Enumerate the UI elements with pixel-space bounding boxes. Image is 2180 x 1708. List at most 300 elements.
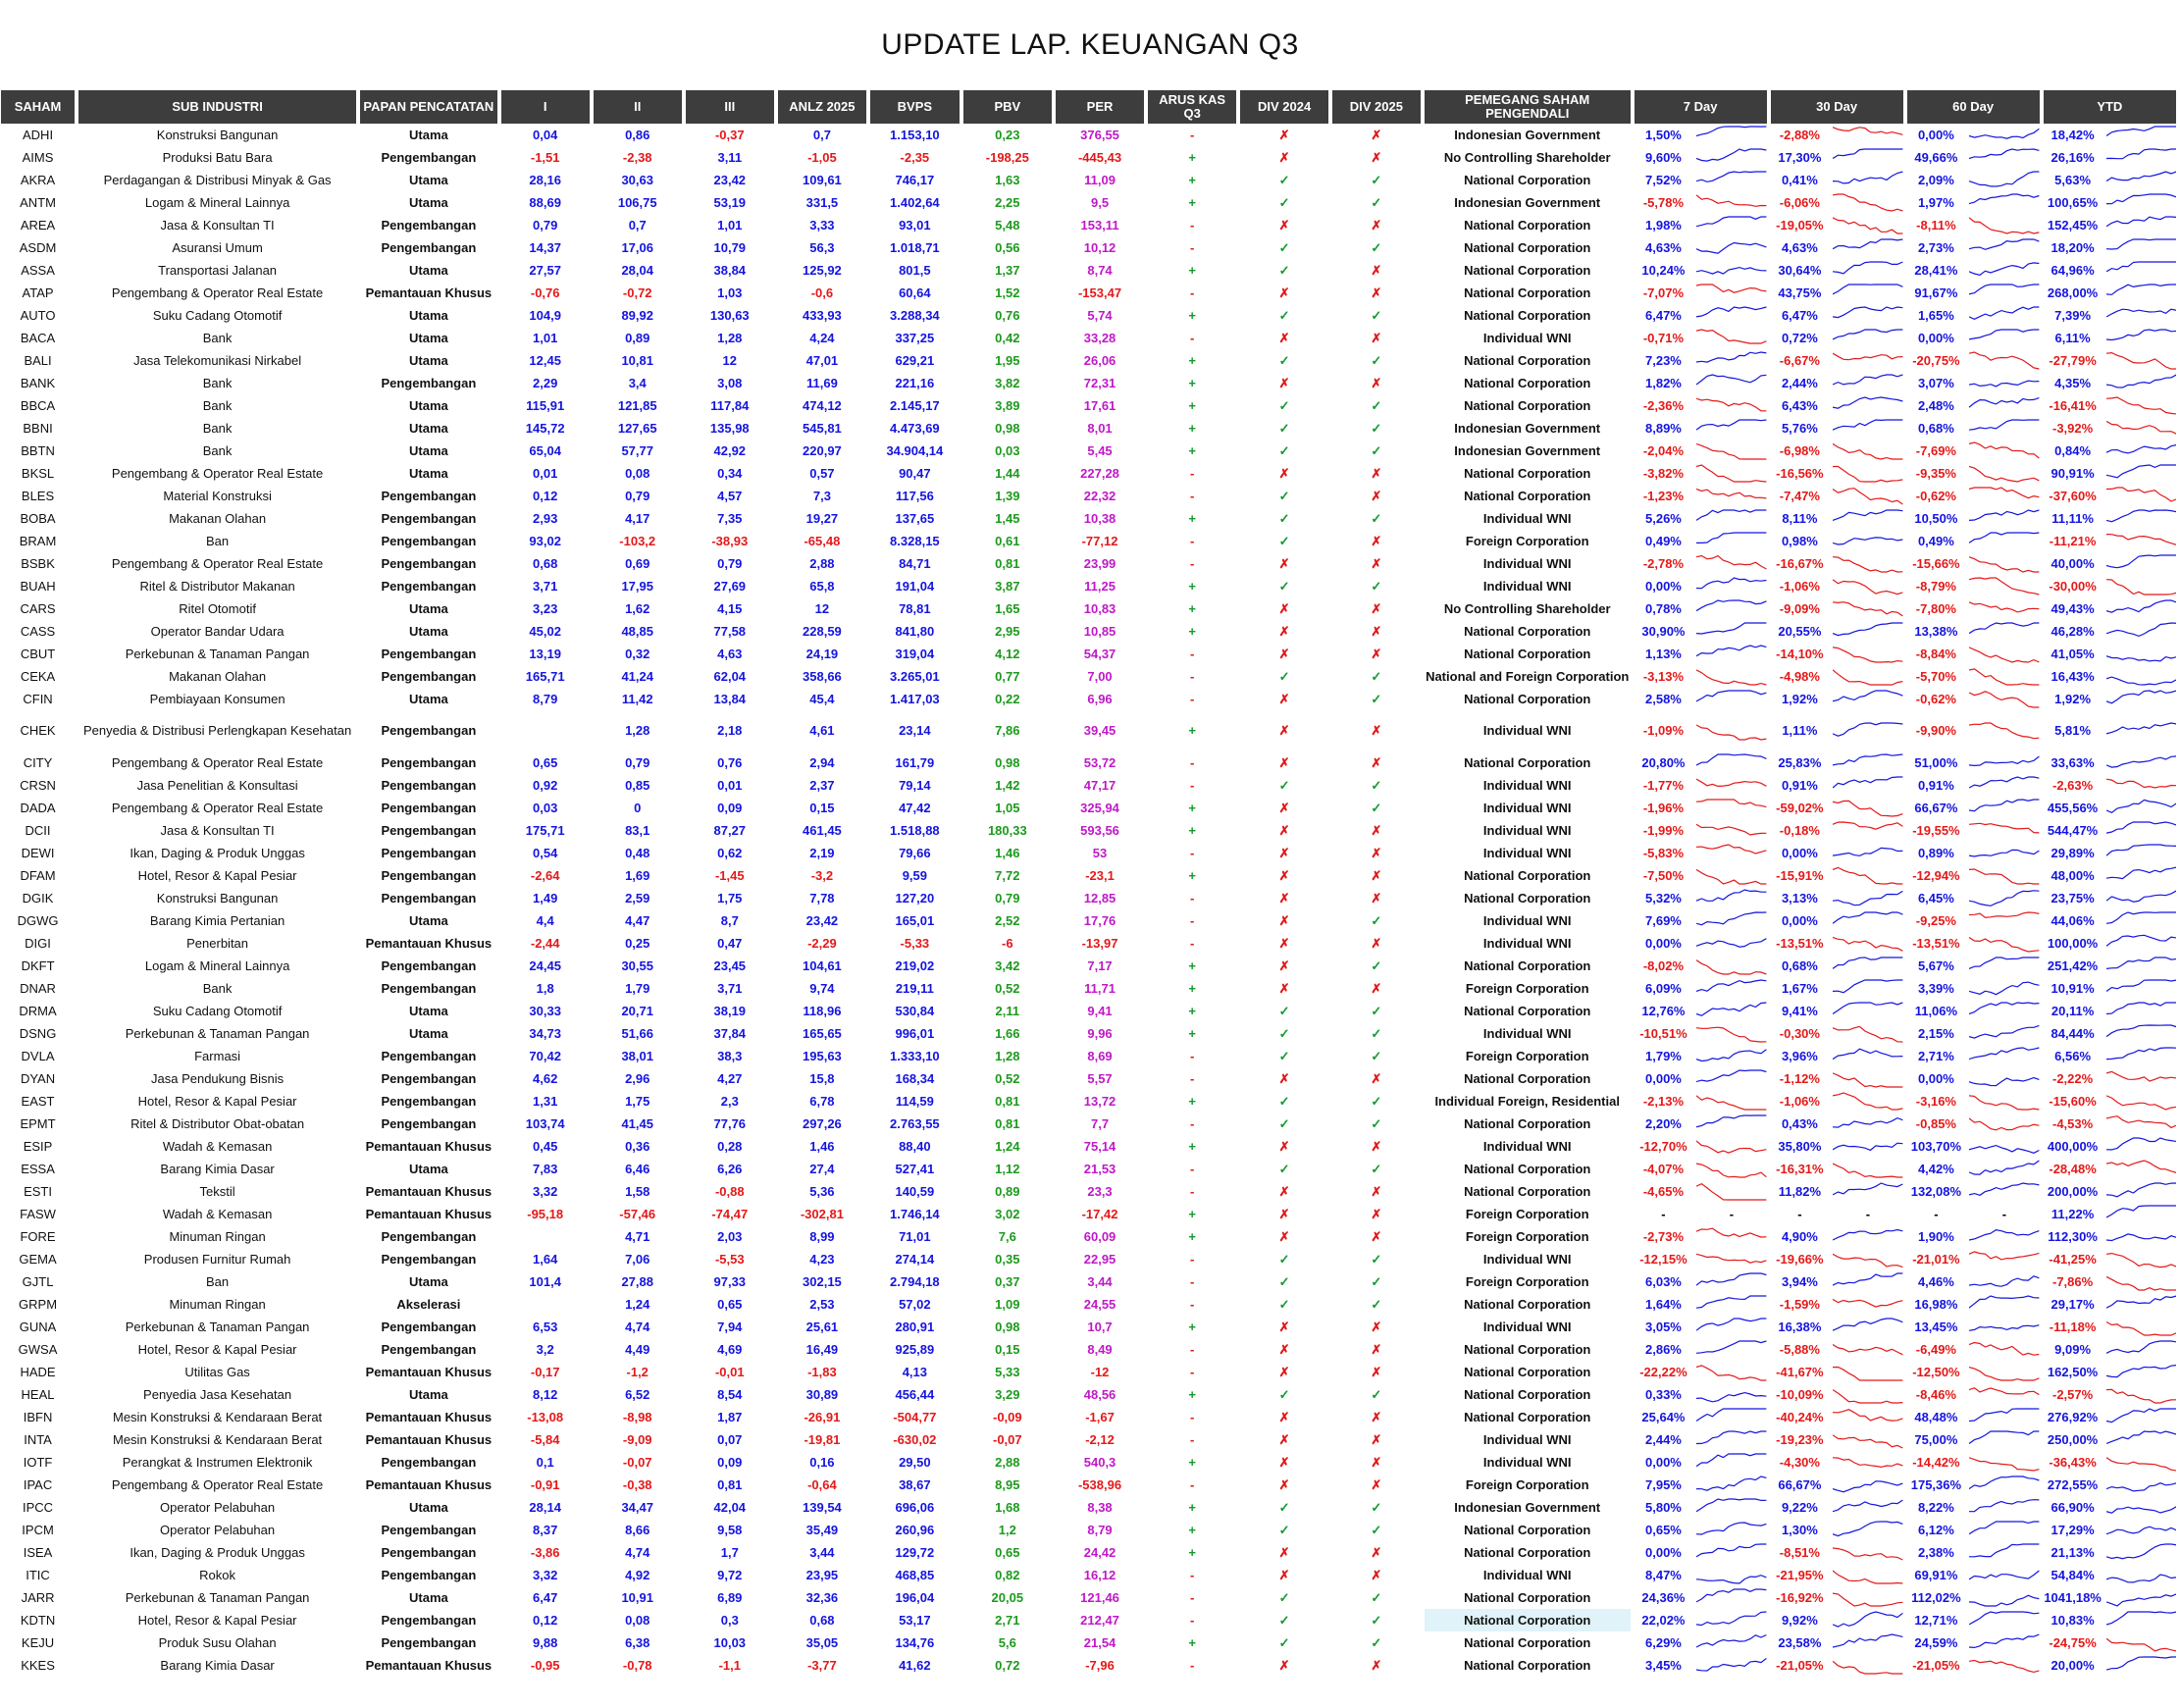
cell-30day-change: -59,02%: [1776, 801, 1824, 815]
sparkline-ytd-graph: [2106, 1565, 2176, 1585]
cell-q3: -0,88: [714, 1184, 745, 1199]
sparkline-ytd: [2106, 282, 2176, 304]
cell-anlz: 23,95: [805, 1568, 839, 1582]
cell-ytd-change: 112,30%: [2048, 1229, 2098, 1244]
sparkline-7day-graph: [1696, 1362, 1766, 1382]
cell-saham: BBCA: [20, 398, 56, 413]
cell-arus-kas: -: [1189, 1365, 1195, 1379]
cell-q1: 6,53: [533, 1320, 558, 1334]
cell-60day-change: 8,22%: [1917, 1500, 1954, 1515]
cell-div-2024: ✗: [1278, 691, 1290, 706]
cell-30day-change: 0,98%: [1781, 534, 1818, 548]
table-row: [1, 575, 2176, 597]
cell-q2: 0,7: [628, 218, 647, 233]
cell-q2: 2,96: [625, 1071, 650, 1086]
cell-30day-change: -15,91%: [1776, 868, 1824, 883]
sparkline-ytd-graph: [2106, 395, 2176, 416]
cell-arus-kas: +: [1188, 398, 1196, 413]
cell-per: -23,1: [1085, 868, 1115, 883]
sparkline-30day: [1833, 1451, 1902, 1474]
cell-papan: Pengembangan: [381, 1342, 477, 1357]
sparkline-7day-graph: [1696, 125, 1766, 145]
sparkline-60day-graph: [1969, 125, 2039, 145]
cell-div-2025: ✓: [1371, 668, 1382, 684]
cell-anlz: 30,89: [805, 1387, 839, 1402]
sparkline-30day: [1833, 1000, 1902, 1022]
cell-pbv: 1,2: [998, 1523, 1016, 1537]
cell-papan: Pemantauan Khusus: [365, 1477, 493, 1492]
cell-7day-change: -5,78%: [1642, 195, 1685, 210]
cell-q1: 30,33: [529, 1004, 561, 1018]
cell-bvps: 79,66: [899, 846, 931, 860]
sparkline-ytd: [2106, 620, 2176, 643]
cell-per: 10,85: [1083, 624, 1116, 639]
sparkline-30day-graph: [1833, 1249, 1902, 1269]
cell-pengendali: Indonesian Government: [1454, 421, 1601, 436]
cell-sub-industri: Suku Cadang Otomotif: [152, 1004, 283, 1018]
sparkline-60day: [1969, 1451, 2039, 1474]
cell-30day-change: -16,92%: [1776, 1590, 1824, 1605]
cell-q3: -1,1: [718, 1658, 741, 1673]
cell-per: 54,37: [1083, 647, 1116, 661]
sparkline-7day-graph: [1696, 1249, 1766, 1269]
cell-q1: 34,73: [529, 1026, 561, 1041]
cell-60day-change: 1,97%: [1917, 195, 1954, 210]
cell-div-2025: ✓: [1371, 691, 1382, 706]
cell-bvps: 60,64: [899, 285, 931, 300]
sparkline-ytd-graph: [2106, 440, 2176, 461]
cell-div-2025: ✓: [1371, 1273, 1382, 1289]
cell-ytd-change: -3,92%: [2051, 421, 2094, 436]
cell-q2: 6,52: [625, 1387, 650, 1402]
sparkline-60day: [1969, 1519, 2039, 1541]
cell-bvps: 117,56: [895, 489, 934, 503]
cell-7day-change: 6,47%: [1645, 308, 1682, 323]
sparkline-ytd-graph: [2106, 775, 2176, 796]
cell-sub-industri: Pengembang & Operator Real Estate: [111, 466, 324, 481]
cell-q3: -74,47: [711, 1207, 749, 1221]
cell-papan: Pengembangan: [381, 489, 477, 503]
cell-saham: IOTF: [23, 1455, 53, 1470]
sparkline-60day: [1969, 932, 2039, 955]
sparkline-60day: [1969, 349, 2039, 372]
cell-div-2024: ✗: [1278, 935, 1290, 951]
sparkline-7day: [1696, 955, 1766, 977]
cell-anlz: 4,24: [809, 331, 835, 345]
sparkline-ytd-graph: [2106, 798, 2176, 818]
table-row: [1, 1474, 2176, 1496]
cell-ytd-change: 49,43%: [2050, 601, 2095, 616]
cell-7day-change: -5,83%: [1642, 846, 1685, 860]
cell-pengendali: Individual WNI: [1482, 1252, 1572, 1267]
sparkline-ytd-graph: [2106, 463, 2176, 484]
table-row: [1, 1000, 2176, 1022]
cell-per: 22,32: [1083, 489, 1116, 503]
cell-div-2025: ✗: [1371, 488, 1382, 503]
cell-7day-change: -3,82%: [1642, 466, 1685, 481]
cell-q2: 4,47: [625, 913, 650, 928]
sparkline-30day: [1833, 1428, 1902, 1451]
cell-div-2024: ✗: [1278, 646, 1290, 661]
cell-pengendali: National Corporation: [1464, 958, 1591, 973]
cell-anlz: 47,01: [805, 353, 839, 368]
table-row: [1, 507, 2176, 530]
cell-pbv: 0,37: [995, 1274, 1020, 1289]
sparkline-ytd: [2106, 1406, 2176, 1428]
sparkline-60day: [1969, 304, 2039, 327]
cell-div-2024: ✗: [1278, 1183, 1290, 1199]
cell-papan: Utama: [409, 601, 448, 616]
cell-q3: 6,26: [717, 1162, 743, 1176]
sparkline-60day: [1969, 552, 2039, 575]
cell-q2: 20,71: [621, 1004, 653, 1018]
sparkline-7day-graph: [1696, 1475, 1766, 1495]
cell-per: 53,72: [1083, 755, 1116, 770]
cell-q3: 1,75: [717, 891, 743, 906]
sparkline-60day: [1969, 462, 2039, 485]
cell-div-2025: ✗: [1371, 845, 1382, 860]
sparkline-ytd: [2106, 1496, 2176, 1519]
cell-papan: Pengembangan: [381, 1071, 477, 1086]
sparkline-7day: [1696, 214, 1766, 236]
sparkline-30day-graph: [1833, 576, 1902, 596]
cell-anlz: 7,3: [812, 489, 831, 503]
cell-papan: Pengembangan: [381, 1320, 477, 1334]
sparkline-ytd: [2106, 1338, 2176, 1361]
cell-papan: Pemantauan Khusus: [365, 1658, 493, 1673]
cell-papan: Utama: [409, 263, 448, 278]
cell-anlz: 23,42: [805, 913, 839, 928]
sparkline-30day-graph: [1833, 978, 1902, 999]
cell-pbv: 1,65: [995, 601, 1020, 616]
cell-bvps: 1.153,10: [890, 128, 940, 142]
cell-anlz: 7,78: [809, 891, 835, 906]
cell-7day-change: 0,78%: [1645, 601, 1682, 616]
cell-anlz: 19,27: [805, 511, 839, 526]
sparkline-60day: [1969, 1428, 2039, 1451]
sparkline-60day-graph: [1969, 395, 2039, 416]
sparkline-ytd-graph: [2106, 553, 2176, 574]
sparkline-ytd-graph: [2106, 1046, 2176, 1066]
cell-div-2024: ✗: [1278, 822, 1290, 838]
cell-pengendali: National Corporation: [1464, 647, 1591, 661]
table-row: [1, 1180, 2176, 1203]
cell-arus-kas: +: [1188, 376, 1196, 390]
sparkline-7day: [1696, 462, 1766, 485]
cell-q3: 97,33: [713, 1274, 747, 1289]
sparkline-ytd: [2106, 797, 2176, 819]
cell-pengendali: Foreign Corporation: [1465, 1207, 1589, 1221]
sparkline-60day: [1969, 1067, 2039, 1090]
cell-saham: IPAC: [23, 1477, 53, 1492]
cell-arus-kas: +: [1188, 1635, 1196, 1650]
cell-pbv: 5,48: [995, 218, 1020, 233]
sparkline-30day-graph: [1833, 192, 1902, 213]
cell-saham: ASSA: [21, 263, 55, 278]
cell-div-2025: ✓: [1371, 1025, 1382, 1041]
cell-per: 9,5: [1090, 195, 1110, 210]
cell-bvps: 219,11: [895, 981, 934, 996]
cell-per: -538,96: [1077, 1477, 1122, 1492]
sparkline-60day: [1969, 1022, 2039, 1045]
cell-q1: 0,12: [533, 1613, 558, 1628]
sparkline-60day: [1969, 1631, 2039, 1654]
sparkline-30day-graph: [1833, 237, 1902, 258]
cell-sub-industri: Ikan, Daging & Produk Unggas: [130, 846, 305, 860]
cell-div-2025: ✗: [1371, 754, 1382, 770]
cell-per: 26,06: [1083, 353, 1116, 368]
cell-sub-industri: Ritel Otomotif: [179, 601, 256, 616]
sparkline-7day: [1696, 977, 1766, 1000]
sparkline-7day: [1696, 1474, 1766, 1496]
cell-per: 12,85: [1083, 891, 1116, 906]
cell-bvps: 1.518,88: [890, 823, 940, 838]
sparkline-60day: [1969, 665, 2039, 688]
sparkline-60day-graph: [1969, 865, 2039, 886]
cell-60day-change: 132,08%: [1910, 1184, 1962, 1199]
cell-pengendali: National Corporation: [1464, 263, 1591, 278]
cell-bvps: 1.417,03: [890, 692, 940, 706]
sparkline-ytd-graph: [2106, 418, 2176, 439]
cell-saham: IPCM: [22, 1523, 54, 1537]
table-row: [1, 124, 2176, 146]
sparkline-30day: [1833, 1316, 1902, 1338]
sparkline-30day-graph: [1833, 1068, 1902, 1089]
cell-bvps: 23,14: [899, 723, 931, 738]
sparkline-7day-graph: [1696, 1294, 1766, 1315]
sparkline-7day: [1696, 1113, 1766, 1135]
cell-pengendali: National Corporation: [1464, 398, 1591, 413]
cell-60day-change: 48,48%: [1914, 1410, 1958, 1424]
cell-div-2025: ✗: [1371, 600, 1382, 616]
cell-div-2025: ✗: [1371, 623, 1382, 639]
cell-saham: GRPM: [19, 1297, 58, 1312]
header-7day: 7 Day: [1635, 90, 1767, 124]
cell-7day-change: 2,44%: [1645, 1432, 1682, 1447]
cell-anlz: 165,65: [803, 1026, 842, 1041]
cell-sub-industri: Pengembang & Operator Real Estate: [111, 285, 324, 300]
sparkline-30day-graph: [1833, 1565, 1902, 1585]
cell-pbv: 0,52: [995, 1071, 1020, 1086]
cell-q1: 70,42: [529, 1049, 561, 1063]
cell-div-2024: ✗: [1278, 285, 1290, 300]
cell-ytd-change: 29,89%: [2050, 846, 2095, 860]
cell-papan: Pengembangan: [381, 1613, 477, 1628]
cell-7day-change: 0,65%: [1645, 1523, 1682, 1537]
cell-60day-change: -15,66%: [1912, 556, 1960, 571]
cell-7day-change: 0,00%: [1645, 1071, 1682, 1086]
cell-ytd-change: 5,81%: [2054, 723, 2092, 738]
sparkline-30day: [1833, 665, 1902, 688]
cell-div-2024: ✗: [1278, 1567, 1290, 1582]
cell-30day-change: -4,98%: [1779, 669, 1820, 684]
cell-saham: IPCC: [23, 1500, 54, 1515]
cell-papan: Pengembangan: [381, 1094, 477, 1109]
cell-7day-change: -1,77%: [1642, 778, 1685, 793]
cell-pengendali: National Corporation: [1464, 1658, 1591, 1673]
table-row: [1, 620, 2176, 643]
sparkline-ytd-graph: [2106, 1407, 2176, 1427]
cell-sub-industri: Jasa Telekomunikasi Nirkabel: [133, 353, 302, 368]
cell-30day-change: -0,30%: [1779, 1026, 1820, 1041]
sparkline-ytd: [2106, 575, 2176, 597]
cell-papan: Pengembangan: [381, 1049, 477, 1063]
sparkline-30day-graph: [1833, 1542, 1902, 1563]
cell-div-2025: ✗: [1371, 285, 1382, 300]
cell-div-2025: ✓: [1371, 1634, 1382, 1650]
cell-q3: 3,71: [717, 981, 743, 996]
cell-anlz: -1,05: [807, 150, 837, 165]
cell-q1: 0,79: [533, 218, 558, 233]
cell-q3: 3,11: [717, 150, 743, 165]
sparkline-7day: [1696, 597, 1766, 620]
sparkline-ytd-graph: [2106, 283, 2176, 303]
cell-bvps: 90,47: [899, 466, 931, 481]
cell-anlz: 56,3: [809, 240, 835, 255]
cell-arus-kas: +: [1188, 511, 1196, 526]
cell-q3: 23,42: [713, 173, 747, 187]
cell-q2: 0,85: [625, 778, 650, 793]
cell-div-2024: ✗: [1278, 127, 1290, 142]
cell-div-2024: ✓: [1278, 1634, 1290, 1650]
cell-ytd-change: 251,42%: [2047, 958, 2099, 973]
cell-q3: 0,28: [717, 1139, 743, 1154]
cell-anlz: 45,4: [809, 692, 835, 706]
sparkline-ytd: [2106, 214, 2176, 236]
cell-per: 22,95: [1083, 1252, 1116, 1267]
cell-30day-change: 4,90%: [1781, 1229, 1818, 1244]
cell-sub-industri: Asuransi Umum: [172, 240, 263, 255]
cell-saham: ESIP: [23, 1139, 53, 1154]
sparkline-ytd-graph: [2106, 621, 2176, 642]
cell-bvps: 3.265,01: [890, 669, 940, 684]
cell-q1: 0,65: [533, 755, 558, 770]
cell-7day-change: 25,64%: [1641, 1410, 1686, 1424]
cell-q1: 0,12: [533, 489, 558, 503]
sparkline-ytd: [2106, 304, 2176, 327]
cell-60day-change: -0,85%: [1915, 1116, 1956, 1131]
cell-anlz: 0,7: [812, 128, 831, 142]
cell-arus-kas: +: [1188, 150, 1196, 165]
cell-papan: Pengembangan: [381, 958, 477, 973]
cell-bvps: 2.763,55: [890, 1116, 940, 1131]
cell-pengendali: National Corporation: [1464, 376, 1591, 390]
cell-7day-change: 7,69%: [1645, 913, 1682, 928]
sparkline-60day-graph: [1969, 1249, 2039, 1269]
cell-saham: DFAM: [20, 868, 56, 883]
cell-q1: 0,04: [533, 128, 558, 142]
sparkline-ytd: [2106, 1113, 2176, 1135]
sparkline-7day: [1696, 169, 1766, 191]
cell-arus-kas: +: [1188, 868, 1196, 883]
cell-per: 53: [1092, 846, 1108, 860]
cell-arus-kas: +: [1188, 1229, 1196, 1244]
cell-q1: 3,71: [533, 579, 558, 594]
cell-sub-industri: Rokok: [199, 1568, 236, 1582]
cell-7day-change: -2,73%: [1642, 1229, 1685, 1244]
sparkline-7day: [1696, 797, 1766, 819]
cell-papan: Utama: [409, 624, 448, 639]
sparkline-ytd: [2106, 236, 2176, 259]
sparkline-60day: [1969, 124, 2039, 146]
cell-q2: 89,92: [621, 308, 653, 323]
cell-arus-kas: -: [1189, 1477, 1195, 1492]
cell-div-2025: ✗: [1371, 867, 1382, 883]
cell-30day-change: 3,96%: [1781, 1049, 1818, 1063]
cell-arus-kas: -: [1189, 1274, 1195, 1289]
cell-per: 227,28: [1080, 466, 1119, 481]
cell-ytd-change: 18,42%: [2050, 128, 2095, 142]
cell-div-2024: ✓: [1278, 1612, 1290, 1628]
cell-anlz: 35,49: [805, 1523, 839, 1537]
sparkline-60day-graph: [1969, 910, 2039, 931]
cell-30day-change: -21,05%: [1776, 1658, 1824, 1673]
cell-30day-change: -13,51%: [1776, 936, 1824, 951]
cell-pbv: 0,35: [995, 1252, 1020, 1267]
cell-div-2024: ✓: [1278, 1048, 1290, 1063]
cell-pengendali: National Corporation: [1464, 1297, 1591, 1312]
cell-div-2025: ✓: [1371, 958, 1382, 973]
sparkline-30day: [1833, 1586, 1902, 1609]
sparkline-ytd-graph: [2106, 1339, 2176, 1360]
cell-div-2025: ✓: [1371, 1251, 1382, 1267]
cell-per: 7,17: [1087, 958, 1113, 973]
cell-per: 11,09: [1084, 173, 1116, 187]
cell-60day-change: -: [1934, 1207, 1939, 1221]
cell-per: 3,44: [1087, 1274, 1113, 1289]
cell-q1: 3,23: [533, 601, 558, 616]
cell-ytd-change: 46,28%: [2050, 624, 2095, 639]
cell-saham: ESSA: [21, 1162, 55, 1176]
sparkline-60day: [1969, 394, 2039, 417]
cell-7day-change: 12,76%: [1641, 1004, 1686, 1018]
cell-sub-industri: Makanan Olahan: [169, 511, 267, 526]
sparkline-ytd-graph: [2106, 752, 2176, 773]
cell-arus-kas: -: [1189, 218, 1195, 233]
cell-div-2024: ✗: [1278, 912, 1290, 928]
cell-anlz: 0,57: [809, 466, 835, 481]
cell-saham: INTA: [24, 1432, 52, 1447]
cell-saham: DRMA: [19, 1004, 57, 1018]
cell-60day-change: 12,71%: [1914, 1613, 1958, 1628]
sparkline-60day-graph: [1969, 1429, 2039, 1450]
cell-div-2024: ✗: [1278, 1138, 1290, 1154]
cell-30day-change: 17,30%: [1778, 150, 1822, 165]
cell-saham: ATAP: [22, 285, 54, 300]
cell-div-2024: ✓: [1278, 1273, 1290, 1289]
table-row: [1, 1631, 2176, 1654]
cell-div-2025: ✗: [1371, 723, 1382, 738]
sparkline-ytd-graph: [2106, 1181, 2176, 1202]
cell-div-2024: ✓: [1278, 239, 1290, 255]
cell-anlz: 3,33: [809, 218, 835, 233]
sparkline-ytd: [2106, 1203, 2176, 1225]
cell-bvps: 1.018,71: [890, 240, 940, 255]
cell-pbv: 2,95: [995, 624, 1020, 639]
cell-q1: 101,4: [529, 1274, 561, 1289]
cell-bvps: 2.794,18: [890, 1274, 940, 1289]
cell-pbv: 2,88: [995, 1455, 1020, 1470]
sparkline-30day-graph: [1833, 553, 1902, 574]
cell-per: -17,42: [1081, 1207, 1118, 1221]
sparkline-ytd-graph: [2106, 1587, 2176, 1608]
sparkline-60day-graph: [1969, 486, 2039, 506]
table-row: [1, 1406, 2176, 1428]
cell-q2: 27,88: [621, 1274, 653, 1289]
sparkline-7day: [1696, 304, 1766, 327]
cell-div-2025: ✗: [1371, 822, 1382, 838]
cell-7day-change: -1,23%: [1642, 489, 1685, 503]
